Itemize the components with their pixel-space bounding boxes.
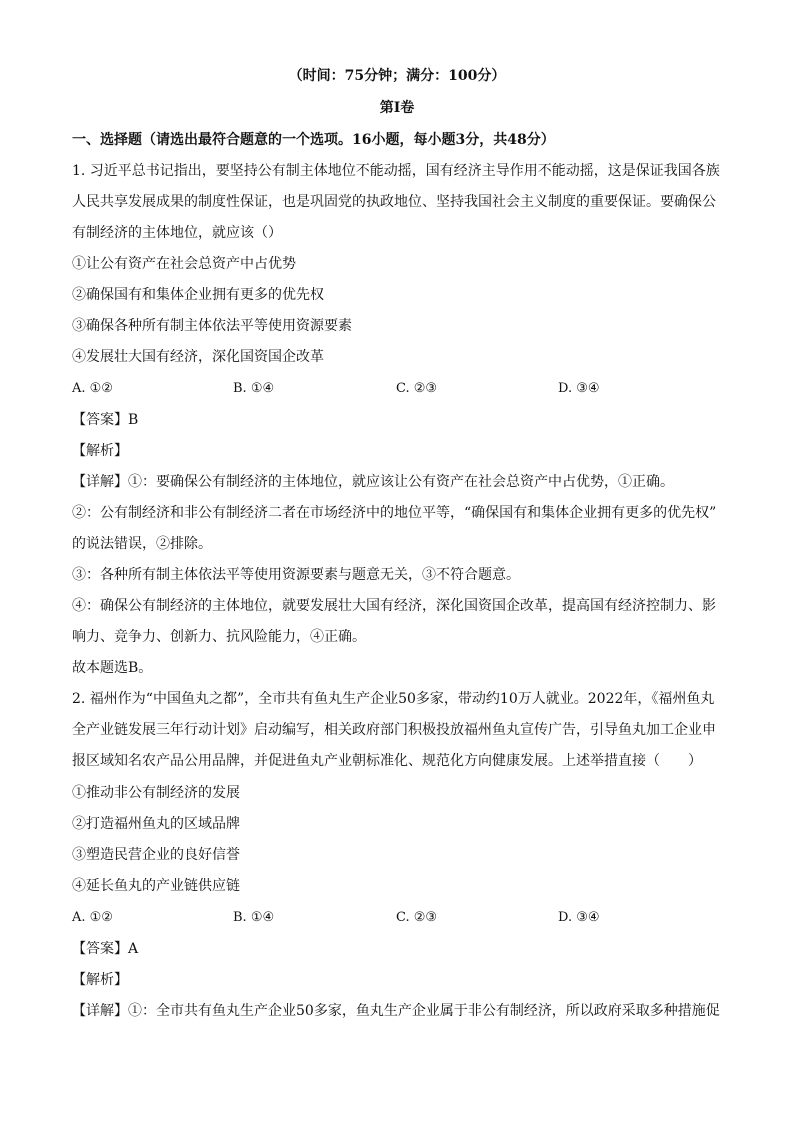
volume-title: 第Ⅰ卷	[379, 100, 415, 116]
q2-option-b: B. ①④	[233, 910, 275, 925]
q1-detail-line-5: ④：确保公有制经济的主体地位，就要发展壮大国有经济，深化国资国企改革，提高国有经济控制力、影	[72, 598, 716, 614]
q1-item-4: ④发展壮大国有经济，深化国资国企改革	[72, 349, 324, 365]
q1-detail-line-4: ③：各种所有制主体依法平等使用资源要素与题意无关，③不符合题意。	[72, 567, 520, 583]
section-title: 一、选择题（请选出最符合题意的一个选项。16小题，每小题3分，共48分）	[72, 132, 555, 148]
q1-analysis-label: 【解析】	[72, 443, 128, 459]
exam-info: （时间：75分钟；满分：100分）	[288, 68, 506, 84]
q2-item-3: ③塑造民营企业的良好信誉	[72, 847, 240, 863]
q2-item-2: ②打造福州鱼丸的区域品牌	[72, 816, 240, 832]
q2-stem-line-3: 报区域知名农产品公用品牌，并促进鱼丸产业朝标准化、规范化方向健康发展。上述举措直接（ ）	[72, 753, 702, 769]
q2-detail-line-1: 【详解】①：全市共有鱼丸生产企业50多家，鱼丸生产企业属于非公有制经济，所以政府采取多种措施促	[72, 1003, 720, 1019]
q1-detail-line-6: 响力、竞争力、创新力、抗风险能力，④正确。	[72, 629, 366, 645]
q2-option-d: D. ③④	[558, 910, 600, 925]
q2-stem-line-1: 2. 福州作为“中国鱼丸之都”，全市共有鱼丸生产企业50多家，带动约10万人就业。2022年，《福州鱼丸	[72, 691, 715, 707]
q1-option-b: B. ①④	[233, 381, 275, 396]
q2-item-1: ①推动非公有制经济的发展	[72, 785, 240, 801]
q1-item-2: ②确保国有和集体企业拥有更多的优先权	[72, 287, 324, 303]
q1-answer: 【答案】B	[72, 412, 139, 428]
q1-option-c: C. ②③	[396, 381, 438, 396]
q1-conclusion: 故本题选B。	[72, 660, 153, 676]
q1-option-d: D. ③④	[558, 381, 600, 396]
q1-detail-line-2: ②：公有制经济和非公有制经济二者在市场经济中的地位平等，“确保国有和集体企业拥有更多的优先权”	[72, 505, 717, 521]
q2-option-c: C. ②③	[396, 910, 438, 925]
q1-option-a: A. ①②	[72, 381, 113, 396]
q1-stem-line-2: 人民共享发展成果的制度性保证，也是巩固党的执政地位、坚持我国社会主义制度的重要保证。要确保公	[72, 194, 716, 210]
q2-option-a: A. ①②	[72, 910, 113, 925]
q1-item-3: ③确保各种所有制主体依法平等使用资源要素	[72, 318, 352, 334]
q1-item-1: ①让公有资产在社会总资产中占优势	[72, 256, 296, 272]
q1-stem-line-1: 1. 习近平总书记指出，要坚持公有制主体地位不能动摇，国有经济主导作用不能动摇，这是保证我国各族	[72, 163, 720, 179]
q2-item-4: ④延长鱼丸的产业链供应链	[72, 878, 240, 894]
q2-answer: 【答案】A	[72, 941, 139, 957]
q1-stem-line-3: 有制经济的主体地位，就应该（）	[72, 225, 282, 241]
q1-detail-line-3: 的说法错误，②排除。	[72, 536, 212, 552]
q2-stem-line-2: 全产业链发展三年行动计划》启动编写，相关政府部门积极投放福州鱼丸宣传广告，引导鱼丸加工企业申	[72, 722, 716, 738]
q1-detail-line-1: 【详解】①：要确保公有制经济的主体地位，就应该让公有资产在社会总资产中占优势，①正确。	[72, 474, 674, 490]
q2-analysis-label: 【解析】	[72, 972, 128, 988]
